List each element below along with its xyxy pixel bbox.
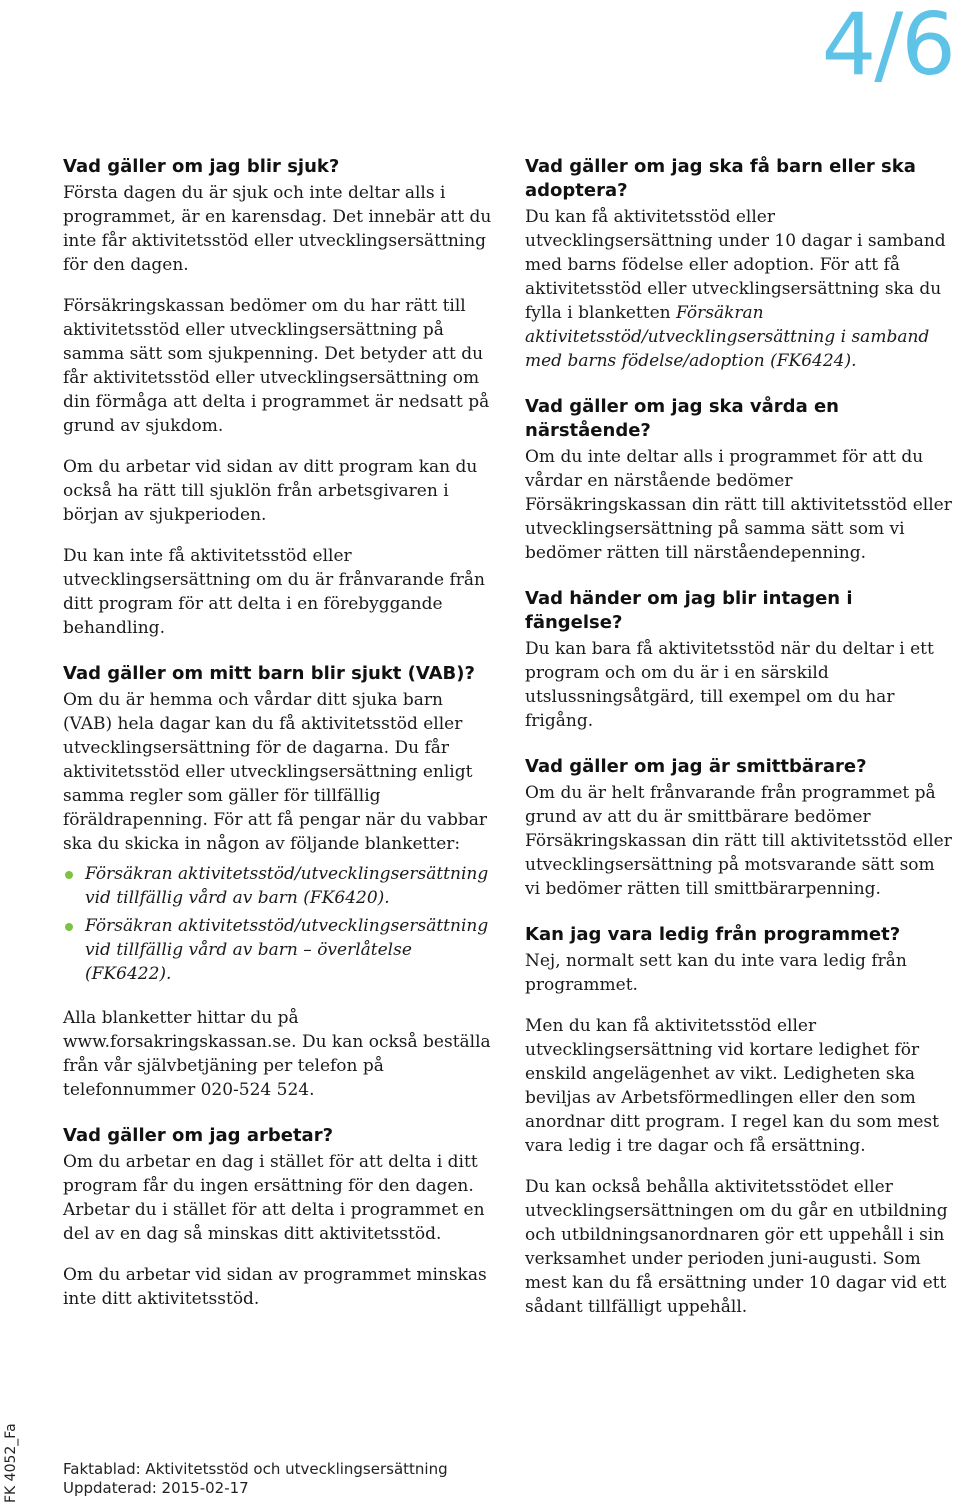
page-number: 4/6 (821, 0, 954, 95)
section-carrier (525, 755, 953, 901)
heading-prison: Vad händer om jag blir intagen i fängelse? (525, 588, 853, 633)
list-item (63, 862, 495, 910)
bullet-icon (65, 871, 73, 879)
heading-work: Vad gäller om jag arbetar? (63, 1125, 334, 1146)
section-relative (525, 395, 953, 565)
sick-paragraph-1: Första dagen du är sjuk och inte deltar alls i programmet, är en karensdag. Det innebär att du inte får aktivitetsstöd eller utvecklingsersättning för den dagen. (63, 183, 492, 275)
list-item-text: Försäkran aktivitetsstöd/utvecklingsersättning vid tillfällig vård av barn – överlåtelse (FK6422). (85, 916, 489, 984)
footer-updated: Uppdaterad: 2015-02-17 (63, 1479, 249, 1497)
form-list (63, 862, 495, 986)
vab-paragraph-2: Alla blanketter hittar du på www.forsakringskassan.se. Du kan också beställa från vår självbetjäning per telefon på telefonnummer 020-524 524. (63, 1008, 491, 1100)
prison-paragraph-1: Du kan bara få aktivitetsstöd när du deltar i ett program och om du är i en särskild utslussningsåtgärd, till exempel om du har frigång. (525, 639, 934, 731)
adopt-text: Du kan få aktivitetsstöd eller utvecklingsersättning under 10 dagar i samband med barns födelse eller adoption. För att få aktivitetsstöd eller utvecklingsersättning ska du fylla i blanketten (525, 207, 946, 323)
document-code: FK 4052_Fa (3, 1423, 19, 1503)
left-column (63, 155, 495, 1333)
footer-title: Faktablad: Aktivitetsstöd och utvecklingsersättning (63, 1460, 448, 1478)
heading-adopt: Vad gäller om jag ska få barn eller ska adoptera? (525, 156, 916, 201)
leave-paragraph-1: Nej, normalt sett kan du inte vara ledig från programmet. (525, 951, 907, 995)
leave-paragraph-2: Men du kan få aktivitetsstöd eller utvecklingsersättning vid kortare ledighet för enskild angelägenhet av vikt. Ledigheten ska beviljas av Arbetsförmedlingen eller den som anordnar ditt program. I regel kan du som mest vara ledig i tre dagar och få ersättning. (525, 1016, 939, 1156)
sick-paragraph-4: Du kan inte få aktivitetsstöd eller utvecklingsersättning om du är frånvarande från ditt program för att delta i en förebyggande behandling. (63, 546, 485, 638)
heading-relative: Vad gäller om jag ska vårda en närstående? (525, 396, 839, 441)
carrier-paragraph-1: Om du är helt frånvarande från programmet på grund av att du är smittbärare bedömer Försäkringskassan din rätt till aktivitetsstöd eller utvecklingsersättning på motsvarande sätt som vi bedömer rätten till smittbärarpenning. (525, 783, 952, 899)
footer (63, 1460, 448, 1498)
heading-carrier: Vad gäller om jag är smittbärare? (525, 756, 867, 777)
heading-leave: Kan jag vara ledig från programmet? (525, 924, 901, 945)
list-item-text: Försäkran aktivitetsstöd/utvecklingsersättning vid tillfällig vård av barn (FK6420). (85, 864, 489, 908)
section-vab (63, 662, 495, 1102)
work-paragraph-1: Om du arbetar en dag i stället för att delta i ditt program får du ingen ersättning för den dagen. Arbetar du i stället för att delta i programmet en del av en dag så minskas ditt aktivitetsstöd. (63, 1152, 485, 1244)
section-prison (525, 587, 953, 733)
adopt-paragraph-1 (525, 205, 953, 373)
section-leave (525, 923, 953, 1319)
heading-vab: Vad gäller om mitt barn blir sjukt (VAB)? (63, 663, 475, 684)
right-column (525, 155, 953, 1341)
adopt-form-name: Försäkran aktivitetsstöd/utvecklingsersättning i samband med barns födelse/adoption (FK6424). (525, 303, 930, 371)
heading-sick: Vad gäller om jag blir sjuk? (63, 156, 340, 177)
sick-paragraph-2: Försäkringskassan bedömer om du har rätt till aktivitetsstöd eller utvecklingsersättning på samma sätt som sjukpenning. Det betyder att du får aktivitetsstöd eller utvecklingsersättning om din förmåga att delta i programmet är nedsatt på grund av sjukdom. (63, 296, 490, 436)
vab-paragraph-1: Om du är hemma och vårdar ditt sjuka barn (VAB) hela dagar kan du få aktivitetsstöd eller utvecklingsersättning för de dagarna. Du får aktivitetsstöd eller utvecklingsersättning enligt samma regler som gäller för tillfällig föräldrapenning. För att få pengar när du vabbar ska du skicka in någon av följande blanketter: (63, 690, 488, 854)
section-sick (63, 155, 495, 640)
leave-paragraph-3: Du kan också behålla aktivitetsstödet eller utvecklingsersättningen om du går en utbildning och utbildningsanordnaren gör ett uppehåll i sin verksamhet under perioden juni-augusti. Som mest kan du få ersättning under 10 dagar vid ett sådant tillfälligt uppehåll. (525, 1177, 948, 1317)
relative-paragraph-1: Om du inte deltar alls i programmet för att du vårdar en närstående bedömer Försäkringskassan din rätt till aktivitetsstöd eller utvecklingsersättning på samma sätt som vi bedömer rätten till närståendepenning. (525, 447, 952, 563)
sick-paragraph-3: Om du arbetar vid sidan av ditt program kan du också ha rätt till sjuklön från arbetsgivaren i början av sjukperioden. (63, 457, 478, 525)
bullet-icon (65, 923, 73, 931)
list-item (63, 914, 495, 986)
section-work (63, 1124, 495, 1311)
work-paragraph-2: Om du arbetar vid sidan av programmet minskas inte ditt aktivitetsstöd. (63, 1265, 487, 1309)
section-adopt (525, 155, 953, 373)
